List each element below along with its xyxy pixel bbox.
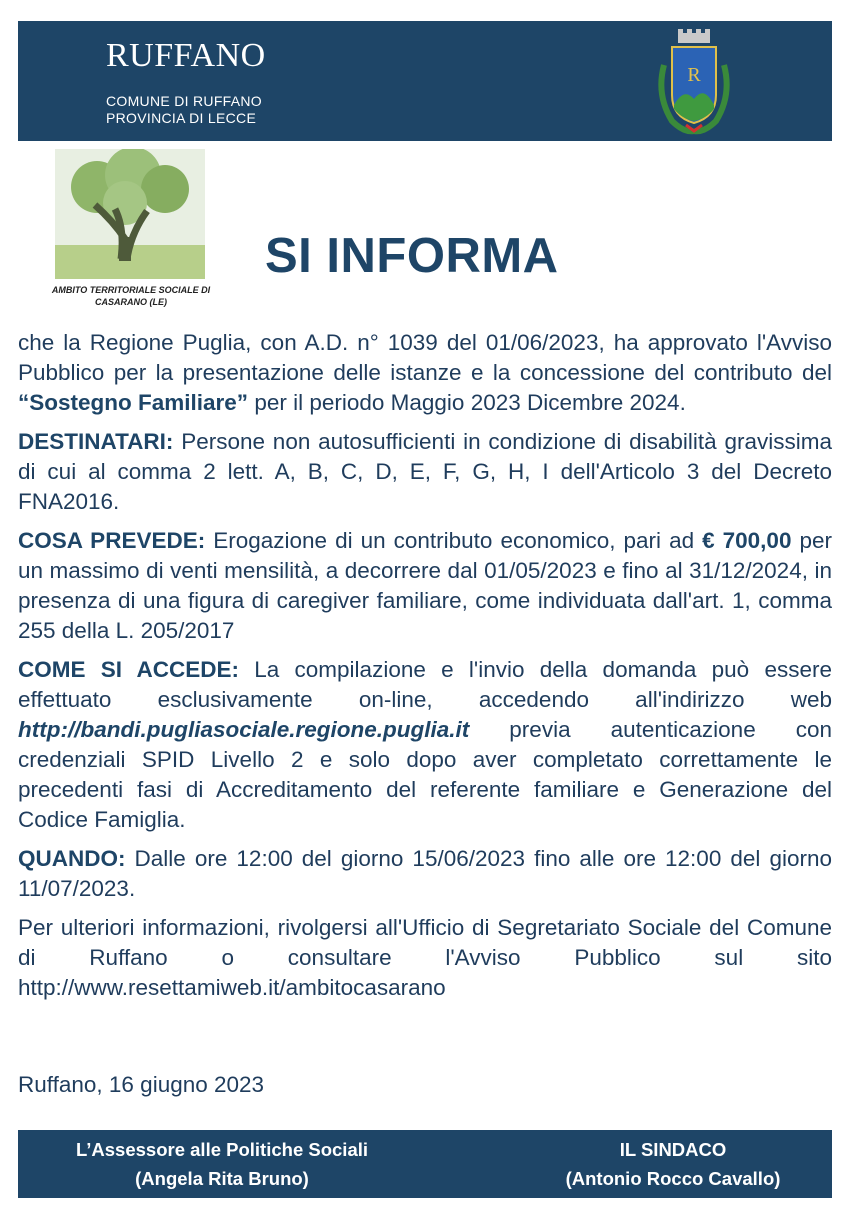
cosa-prevede-paragraph: COSA PREVEDE: Erogazione di un contributo economico, pari ad € 700,00 per un massimo di venti mensilità, a decorrere dal 01/05/2023 e fino al 31/12/2024, in presenza di una figura di caregiver familiare, come individuata dall'art. 1, comma 255 della L. 205/2017	[18, 528, 833, 643]
signature-footer	[18, 1130, 832, 1198]
info-paragraph: Per ulteriori informazioni, rivolgersi all'Ufficio di Segretariato Sociale del Comune di Ruffano o consultare l'Avviso Pubblico sul sito http://www.resettamiweb.it/ambitocasarano	[18, 915, 832, 1000]
svg-text:R: R	[687, 64, 701, 86]
olive-tree-logo-icon	[55, 149, 205, 279]
mayor-name: (Antonio Rocco Cavallo)	[565, 1168, 781, 1189]
municipality-line: COMUNE DI RUFFANO	[106, 93, 262, 109]
mayor-signature	[548, 1135, 798, 1193]
town-crest-icon	[650, 25, 738, 137]
come-si-accede-paragraph: COME SI ACCEDE: La compilazione e l'invio della domanda può essere effettuato esclusivamente on-line, accedendo all'indirizzo web http://bandi.pugliasociale.regione.puglia.it previa autenticazione con credenziali SPID Livello 2 e solo dopo aver completato correttamente le precedenti fasi di Accreditamento del referente familiare e Generazione del Codice Famiglia.	[18, 657, 832, 832]
assessor-name: (Angela Rita Bruno)	[135, 1168, 309, 1189]
logo-caption	[40, 284, 222, 308]
notice-body	[18, 328, 832, 1012]
header-banner	[18, 21, 832, 141]
town-name: RUFFANO	[106, 37, 266, 74]
logo-caption-line2: CASARANO (LE)	[95, 297, 167, 307]
notice-date: Ruffano, 16 giugno 2023	[18, 1072, 265, 1097]
quando-paragraph: QUANDO: Dalle ore 12:00 del giorno 15/06/2023 fino alle ore 12:00 del giorno 11/07/2023.	[18, 846, 832, 901]
assessor-title: L’Assessore alle Politiche Sociali	[75, 1139, 369, 1160]
bandi-link[interactable]: http://bandi.pugliasociale.regione.puglia.it	[18, 717, 470, 742]
province-line: PROVINCIA DI LECCE	[106, 110, 257, 126]
page-title: SI INFORMA	[265, 229, 559, 283]
assessor-signature	[48, 1135, 396, 1193]
destinatari-paragraph: DESTINATARI: Persone non autosufficienti in condizione di disabilità gravissima di cui al comma 2 lett. A, B, C, D, E, F, G, H, I dell'Articolo 3 del Decreto FNA2016.	[18, 429, 832, 514]
mayor-title: IL SINDACO	[619, 1139, 727, 1160]
intro-paragraph: che la Regione Puglia, con A.D. n° 1039 del 01/06/2023, ha approvato l'Avviso Pubblico per la presentazione delle istanze e la concessione del contributo del “Sostegno Familiare” per il periodo Maggio 2023 Dicembre 2024.	[18, 330, 832, 415]
logo-caption-line1: AMBITO TERRITORIALE SOCIALE DI	[51, 285, 211, 295]
